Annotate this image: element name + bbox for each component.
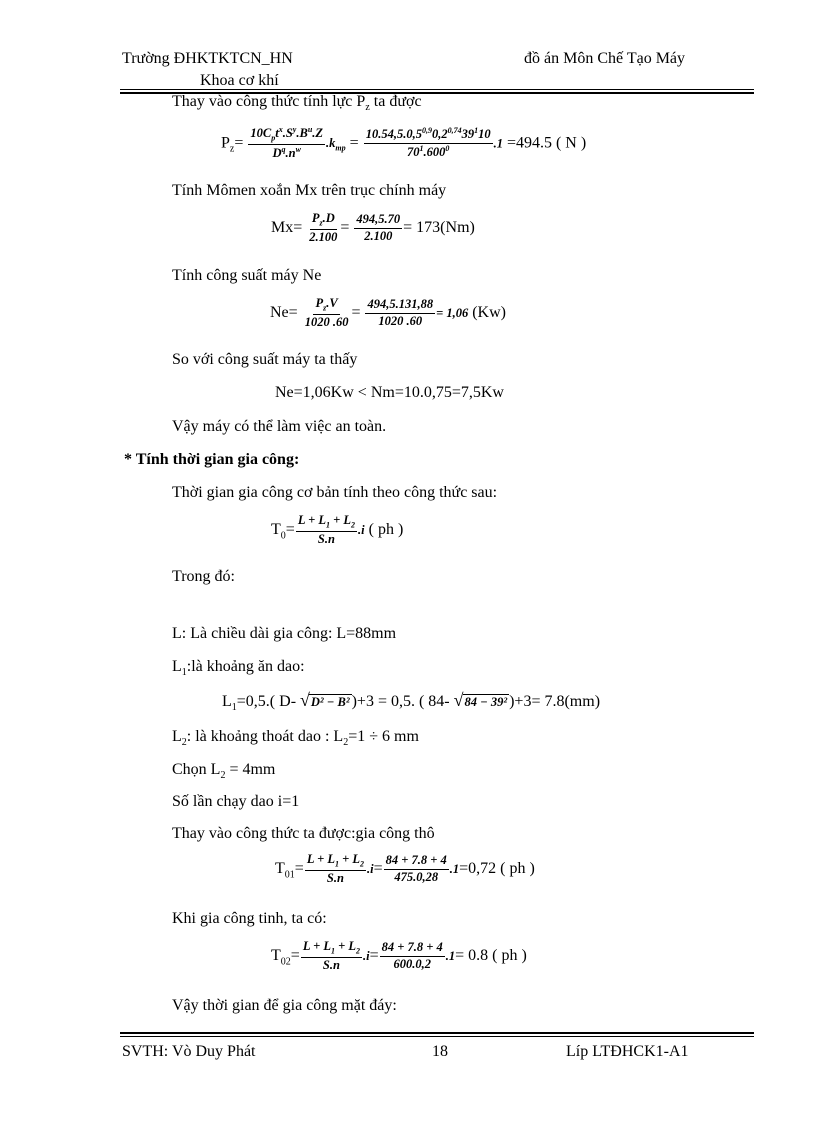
text-line-1: Thay vào công thức tính lực $P_z$ ta được <box>172 93 422 114</box>
text-line-5: Ne=1,06Kw < Nm=10.0,75=7,5Kw <box>275 384 504 401</box>
text-line-9: L: Là chiều dài gia công: L=88mm <box>172 625 397 642</box>
formula-pz: $P_z=$ $\frac{10C_pt^x.S^y.B^u.Z}{D^q.n^w}$ $.k_{mp}$ = $\frac{10.54,5.0,5^{0,9}0,2^{0,74}39^110}{70^1.600^0}$ .1 =494.5 ( N ) <box>221 125 587 161</box>
formula-t01: $T_{01}=$ $\frac{L + L_1 + L_2}{S.n}$ .i= $\frac{84 + 7.8 + 4}{475.0,28}$ .1=0,72 ( ph ) <box>275 852 535 886</box>
text-line-13: Chọn $L_2 = 4mm$ <box>172 761 276 782</box>
text-line-8: Trong đó: <box>172 568 235 585</box>
header-school: Trường ĐHKTKTCN_HN <box>122 50 293 67</box>
text-line-6: Vậy máy có thể làm việc an toàn. <box>172 418 387 435</box>
formula-l1: $L_1=0,5$.( D- √D² − B² )+3 = 0,5. ( 84- √84 − 39² )+3= 7.8(mm) <box>222 690 601 714</box>
text-line-14: Số lần chạy dao i=1 <box>172 793 300 810</box>
text-line-15: Thay vào công thức ta được:gia công thô <box>172 825 435 842</box>
text-line-7: Thời gian gia công cơ bản tính theo công thức sau: <box>172 484 498 501</box>
text-line-16: Khi gia công tinh, ta có: <box>172 910 327 927</box>
section-heading: * Tính thời gian gia công: <box>124 451 300 468</box>
header-course: đồ án Môn Chế Tạo Máy <box>524 50 686 67</box>
text-line-17: Vậy thời gian để gia công mặt đáy: <box>172 997 397 1014</box>
sqrt-icon: √ <box>300 690 310 710</box>
formula-ne: Ne= $\frac{P_z.V}{1020 .60}$ = $\frac{494,5.131,88}{1020 .60}$ = 1,06 (Kw) <box>270 296 506 330</box>
formula-t0: $T_0=$ $\frac{L + L_1 + L_2}{S.n}$ .i ( ph ) <box>271 513 404 547</box>
text-line-4: So với công suất máy ta thấy <box>172 351 358 368</box>
pz-fraction-symbolic: $\frac{10C_pt^x.S^y.B^u.Z}{D^q.n^w}$ <box>250 125 324 161</box>
footer-author: SVTH: Vò Duy Phát <box>122 1043 256 1060</box>
footer-rule <box>120 1036 754 1037</box>
footer-rule-thick <box>120 1032 754 1034</box>
formula-t02: $T_{02}=$ $\frac{L + L_1 + L_2}{S.n}$ .i= $\frac{84 + 7.8 + 4}{600.0,2}$ .1= 0.8 ( ph ) <box>271 939 527 973</box>
header-faculty: Khoa cơ khí <box>200 72 279 89</box>
text-line-12: $L_2$: là khoảng thoát dao : $L_2=1 \div 6$ mm <box>172 728 419 749</box>
pz-fraction-numeric: $\frac{10.54,5.0,5^{0,9}0,2^{0,74}39^110}{70^1.600^0}$ <box>365 126 491 160</box>
sqrt-icon-2: √ <box>453 690 464 710</box>
text-line-10: $L_1:là$ khoảng ăn dao: <box>172 658 305 679</box>
text-line-3: Tính công suất máy Ne <box>172 267 322 284</box>
text-line-2: Tính Mômen xoắn Mx trên trục chính máy <box>172 182 447 199</box>
page-number: 18 <box>432 1043 448 1060</box>
footer-class: Líp LTĐHCK1-A1 <box>566 1043 689 1060</box>
header-rule <box>120 89 754 90</box>
formula-mx: Mx= $\frac{P_z.D}{2.100}$ = $\frac{494,5.70}{2.100}$ = 173(Nm) <box>271 211 475 245</box>
